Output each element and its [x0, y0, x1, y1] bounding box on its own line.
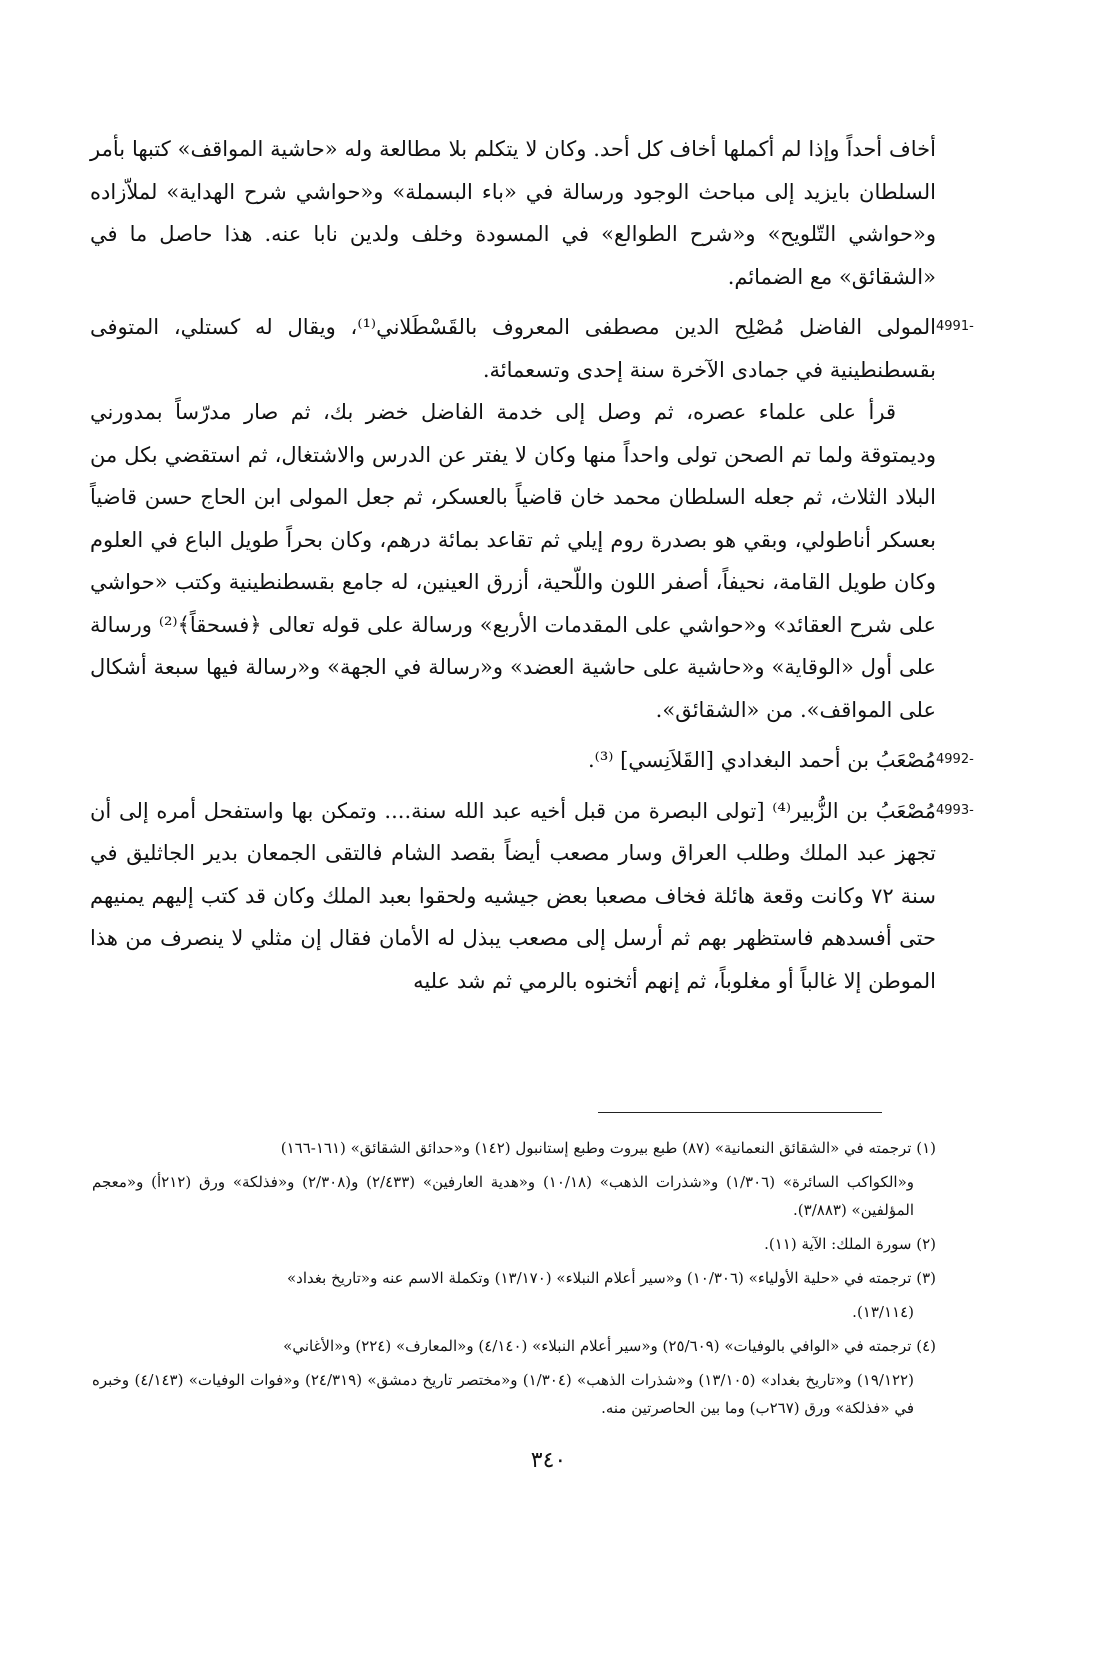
footnote-divider — [598, 1112, 882, 1113]
footnote-continuation: و«الكواكب السائرة» (١/٣٠٦) و«شذرات الذهب» (١٠/١٨) و«هدية العارفين» (٢/٤٣٣) و(٢/٣٠٨) و«فذلكة» ورق (٢١٢أ) و«معجم المؤلفين» (٣/٨٨٣). — [92, 1173, 914, 1219]
page-number: ٣٤٠ — [530, 1448, 567, 1473]
entry-number: 4993- — [936, 802, 974, 818]
entry-4992 — [90, 739, 974, 782]
entry-head: مُصْعَبُ بن أحمد البغدادي [القَلاَنِسي] ⁽³⁾. — [587, 748, 936, 772]
footnote-line: (٣) ترجمته في «حلية الأولياء» (١٠/٣٠٦) و«سير أعلام النبلاء» (١٣/١٧٠) وتكملة الاسم عنه و«تاريخ بغداد» — [287, 1269, 936, 1287]
footnote-3 — [92, 1264, 936, 1326]
footnote-line: (٢) سورة الملك: الآية (١١). — [764, 1235, 936, 1253]
footnote-2 — [92, 1230, 936, 1258]
entry-head: مُصْعَبُ بن الزُّبير⁽⁴⁾ [تولى البصرة من قبل أخيه عبد الله سنة.... وتمكن بها واستفحل أمره إلى أن تجهز عبد الملك وطلب العراق وسار مصعب أيضاً بقصد الشام فالتقى الجمعان بدير الجاثليق في سنة ٧٢ وكانت وقعة هائلة فخاف مصعبا بعض جيشيه ولحقوا بعبد الملك وكان قد كتب إليهم يمنيهم حتى أفسدهم فاستظهر بهم ثم أرسل إلى مصعب يبذل له الأمان فقال إن مثلي لا ينصرف من هذا الموطن إلا غالباً أو مغلوباً، ثم إنهم أثخنوه بالرمي ثم شد عليه — [90, 798, 936, 993]
footnote-1 — [92, 1134, 936, 1224]
entry-number: 4991- — [936, 319, 974, 334]
footnote-line: (٤) ترجمته في «الوافي بالوفيات» (٢٥/٦٠٩) و«سير أعلام النبلاء» (٤/١٤٠) و«المعارف» (٢٢٤) و«الأغاني» — [283, 1337, 936, 1355]
entry-head: المولى الفاضل مُصْلِح الدين مصطفى المعروف بالقَسْطَلاني⁽¹⁾، ويقال له كستلي، المتوفى بقسطنطينية في جمادى الآخرة سنة إحدى وتسعمائة. — [90, 315, 937, 382]
entry-4991 — [90, 306, 974, 731]
footnote-4 — [92, 1332, 936, 1422]
entry-body — [90, 790, 936, 1003]
entry-4993 — [90, 790, 974, 1003]
intro-paragraph: أخاف أحداً وإذا لم أكملها أخاف كل أحد. وكان لا يتكلم بلا مطالعة وله «حاشية المواقف» كتبها بأمر السلطان بايزيد إلى مباحث الوجود ورسالة في «باء البسملة» و«حواشي شرح الهداية» لملاّزاده و«حواشي التّلويح» و«شرح الطوالع» في المسودة وخلف ولدين نابا عنه. هذا حاصل ما في «الشقائق» مع الضمائم. — [90, 137, 936, 289]
main-text — [90, 128, 974, 1002]
footnote-continuation: (١٣/١١٤). — [852, 1303, 914, 1321]
entry-body — [90, 739, 936, 782]
entry-paragraph: قرأ على علماء عصره، ثم وصل إلى خدمة الفاضل خضر بك، ثم صار مدرّساً بمدورني وديمتوقة ولما تم الصحن تولى واحداً منها وكان لا يفتر عن الدرس والاشتغال، ثم استقضي بكل من البلاد الثلاث، ثم جعله السلطان محمد خان قاضياً بالعسكر، ثم جعل المولى ابن الحاج حسن قاضياً بعسكر أناطولي، وبقي هو بصدرة روم إيلي ثم تقاعد بمائة درهم، وكان بحراً طويل الباع في العلوم وكان طويل القامة، نحيفاً، أصفر اللون واللّحية، أزرق العينين، له جامع بقسطنطينية وكتب «حواشي على شرح العقائد» و«حواشي على المقدمات الأربع» ورسالة على قوله تعالى ﴿فسحقاً﴾⁽²⁾ ورسالة على أول «الوقاية» و«حاشية على حاشية العضد» و«رسالة في الجهة» و«رسالة فيها سبعة أشكال على المواقف». من «الشقائق». — [90, 400, 936, 722]
footnote-continuation: (١٩/١٢٢) و«تاريخ بغداد» (١٣/١٠٥) و«شذرات الذهب» (١/٣٠٤) و«مختصر تاريخ دمشق» (٢٤/٣١٩) و«فوات الوفيات» (٤/١٤٣) وخبره في «فذلكة» ورق (٢٦٧ب) وما بين الحاصرتين منه. — [92, 1371, 914, 1417]
entry-number: 4992- — [936, 752, 974, 767]
footnotes — [92, 1134, 936, 1428]
entry-body — [90, 306, 936, 731]
footnote-line: (١) ترجمته في «الشقائق النعمانية» (٨٧) طبع بيروت وطبع إستانبول (١٤٢) و«حدائق الشقائق» (١٦١-١٦٦) — [280, 1139, 936, 1157]
